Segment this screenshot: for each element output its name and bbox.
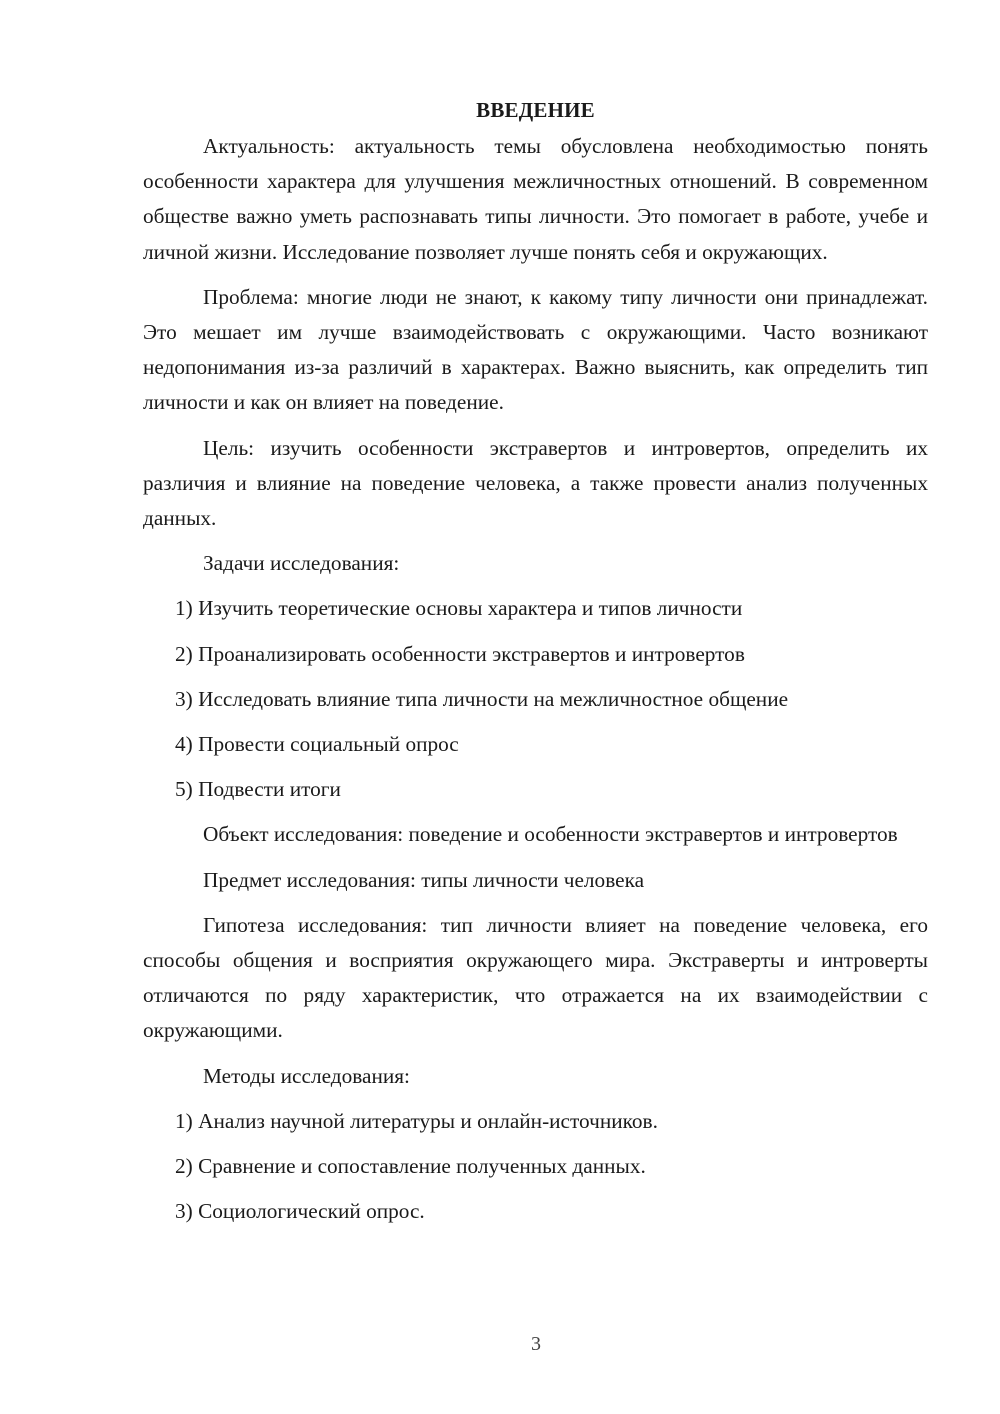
goal-paragraph: Цель: изучить особенности экстравертов и интровертов, определить их различия и влияние на поведение человека, а также провести анализ полученных данных. (143, 435, 928, 531)
relevance-paragraph: Актуальность: актуальность темы обусловлена необходимостью понять особенности характера для улучшения межличностных отношений. В современном обществе важно уметь распознавать типы личности. Это помогает в работе, учебе и личной жизни. Исследование позволяет лучше понять себя и окружающих. (143, 134, 928, 264)
section-title: ВВЕДЕНИЕ (476, 98, 595, 122)
task-item: 2) Проанализировать особенности экстравертов и интровертов (175, 641, 745, 666)
object-paragraph: Объект исследования: поведение и особенности экстравертов и интровертов (203, 822, 898, 847)
page-number: 3 (531, 1333, 541, 1355)
task-item: 4) Провести социальный опрос (175, 732, 459, 757)
problem-paragraph: Проблема: многие люди не знают, к какому типу личности они принадлежат. Это мешает им лучше взаимодействовать с окружающими. Часто возникают недопонимания из-за различий в характерах. Важно выяснить, как определить тип личности и как он влияет на поведение. (143, 284, 928, 415)
task-item: 1) Изучить теоретические основы характера и типов личности (175, 596, 743, 621)
tasks-heading: Задачи исследования: (203, 551, 400, 576)
method-item: 1) Анализ научной литературы и онлайн-источников. (175, 1108, 658, 1133)
methods-list (143, 1104, 928, 1230)
methods-heading: Методы исследования: (203, 1063, 410, 1088)
tasks-list (143, 591, 928, 807)
document-page (143, 93, 928, 1239)
task-item: 3) Исследовать влияние типа личности на межличностное общение (175, 686, 789, 711)
method-item: 3) Социологический опрос. (175, 1199, 425, 1224)
subject-paragraph: Предмет исследования: типы личности человека (203, 867, 645, 892)
hypothesis-paragraph: Гипотеза исследования: тип личности влияет на поведение человека, его способы общения и восприятия окружающего мира. Экстраверты и интроверты отличаются по ряду характеристик, что отражается на их взаимодействии с окружающими. (143, 912, 928, 1043)
method-item: 2) Сравнение и сопоставление полученных данных. (175, 1154, 646, 1179)
task-item: 5) Подвести итоги (175, 777, 341, 802)
